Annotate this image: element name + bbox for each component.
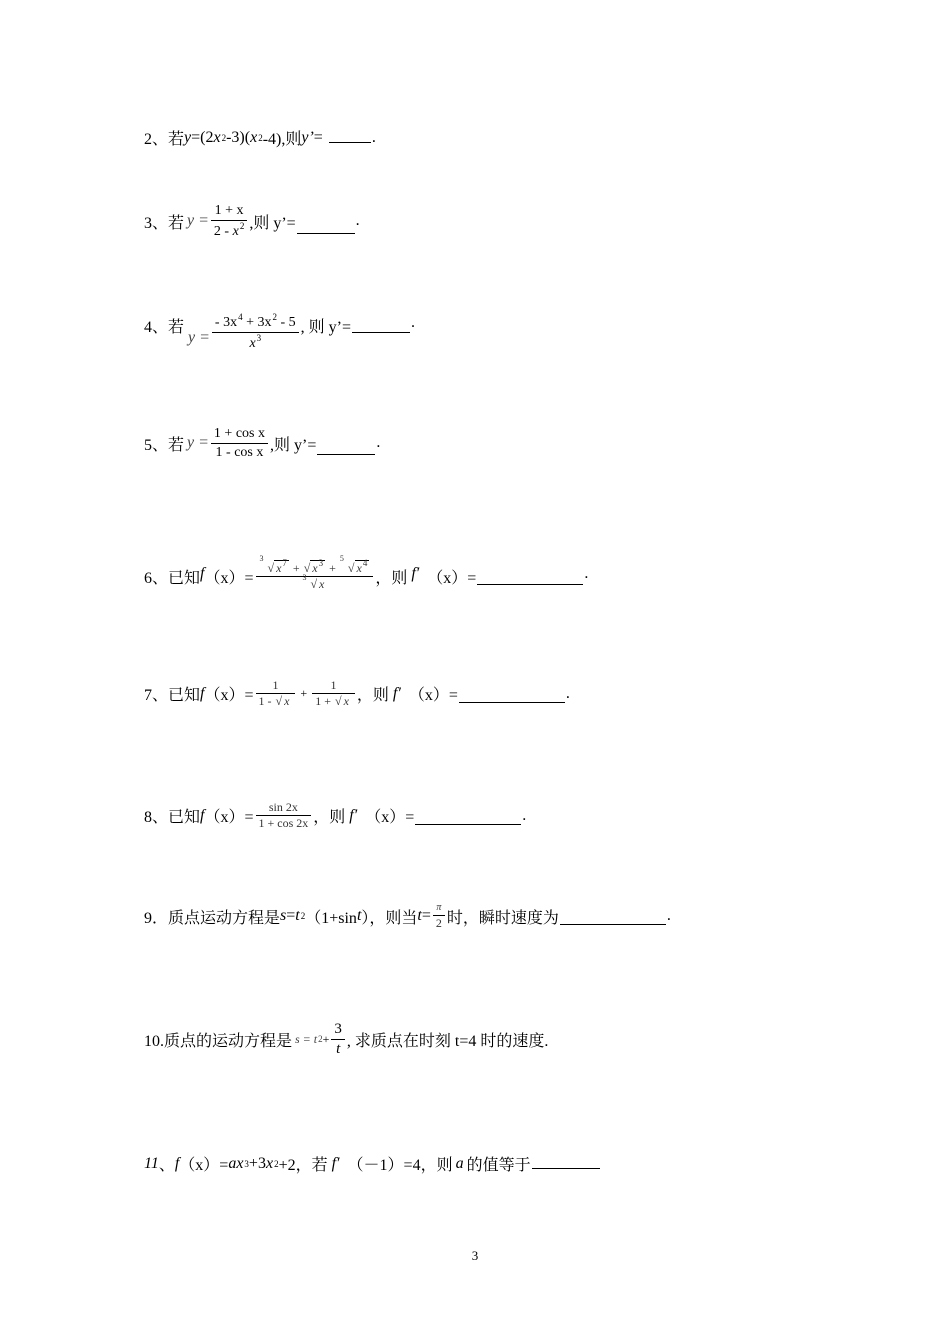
q5-lhs: y = [187, 434, 209, 451]
question-4 [144, 312, 415, 352]
q9-den: 2 [435, 915, 442, 930]
q3-lhs: y = [187, 212, 209, 229]
answer-blank[interactable] [560, 923, 666, 925]
q6-label: 6、已知 [144, 570, 201, 587]
q10-plus: + [322, 1031, 330, 1046]
q8-tail: ，则 [313, 809, 346, 826]
q4-tail: , 则 y’= [300, 319, 352, 336]
q7-fprime: f′ [392, 684, 401, 702]
q6-denominator [298, 573, 330, 592]
q8-denominator: 1 + cos 2x [258, 816, 309, 830]
q7-d1x: x [284, 694, 290, 708]
q7-d2 [312, 694, 355, 709]
q9-text-c: ），则当 [361, 909, 418, 927]
q10-num: 3 [334, 1021, 342, 1037]
q9-t3: t [417, 907, 422, 925]
q2-x1: x [213, 128, 221, 146]
q2-c: -4),则 [262, 131, 302, 148]
q4-lhs: y = [188, 329, 210, 346]
square-root: √ x [275, 694, 290, 708]
q3-den-exp: 2 [239, 220, 245, 231]
q11-fprime: f′ [331, 1154, 340, 1172]
q7-fx: （x）= [204, 687, 254, 704]
q3-den-x: x [232, 223, 239, 239]
q9-s: s [280, 907, 287, 925]
question-9 [144, 902, 671, 931]
q7-f: f [200, 684, 205, 702]
cube-root: 3 √ x [302, 573, 325, 591]
q11-e1: 3 [244, 1158, 249, 1169]
q5-fraction [211, 425, 268, 461]
q6-tail2: （x）= [427, 570, 477, 587]
q2-y: y [184, 128, 192, 146]
square-root: √ $x^3$ [303, 558, 324, 575]
q4-n-e1: 4 [238, 312, 243, 322]
q11-f: f [174, 1154, 180, 1172]
q4-den-x: x [249, 335, 256, 351]
q2-exp2: 2 [258, 132, 263, 143]
q6-plus1: + [292, 561, 300, 575]
q6-r1-body: x [276, 561, 282, 575]
q7-n2: 1 [330, 678, 337, 692]
question-6 [144, 554, 589, 592]
q7-plus: + [300, 686, 308, 700]
q6-r1-exp: 7 [282, 558, 287, 568]
q8-end: . [522, 806, 527, 824]
question-3 [144, 202, 360, 240]
q2-label: 2、若 [144, 131, 185, 148]
q6-fx: （x）= [204, 570, 254, 587]
q6-end: . [584, 565, 589, 582]
q5-label: 5、若 [144, 436, 185, 454]
q7-d2x: x [343, 694, 349, 708]
q6-f: f [200, 565, 205, 582]
q11-text-d: （－1）=4，则 [347, 1157, 453, 1174]
q10-text-a: 10.质点的运动方程是 [144, 1032, 293, 1050]
q7-fraction-2 [312, 678, 355, 709]
q4-denominator [246, 333, 264, 353]
q9-eq2: = [421, 907, 431, 925]
q5-numerator: 1 + cos x [213, 426, 265, 441]
question-7 [144, 678, 570, 709]
answer-blank[interactable] [352, 331, 410, 333]
question-10 [144, 1020, 548, 1059]
q6-r1-idx: 3 [259, 554, 264, 563]
q2-yp: y’ [301, 128, 314, 146]
q6-numerator [256, 554, 374, 576]
q7-d2a: 1 + [315, 694, 334, 708]
q10-text-b: , 求质点在时刻 t=4 时的速度. [346, 1032, 549, 1050]
question-11 [144, 1152, 601, 1175]
q8-f: f [200, 806, 205, 824]
q7-d1 [256, 694, 296, 709]
q8-fprime: f′ [349, 806, 358, 824]
answer-blank[interactable] [317, 453, 375, 455]
q9-text-d: 时，瞬时速度为 [446, 909, 559, 927]
q6-r3-body: x [356, 561, 362, 575]
q8-fraction [256, 800, 312, 831]
q9-eq: = [286, 907, 296, 925]
q10-exp: 2 [318, 1034, 323, 1045]
q9-t2: t [356, 907, 362, 925]
q7-label: 7、已知 [144, 687, 201, 704]
q11-text-c: +2，若 [278, 1157, 328, 1174]
q4-n-b: + 3x [242, 315, 272, 330]
q7-fraction-1 [256, 678, 296, 709]
q11-text-e: 的值等于 [466, 1157, 531, 1174]
page-number: 3 [471, 1248, 479, 1263]
q9-text-b: （1+sin [305, 909, 357, 927]
q4-n-c: - 5 [277, 315, 296, 330]
q7-end: . [565, 684, 570, 702]
q11-num: 11 [144, 1154, 159, 1172]
q4-label: 4、若 [144, 319, 185, 336]
q11-text-b: +3 [248, 1154, 266, 1172]
q11-text-a: （x）= [179, 1157, 229, 1174]
q4-numerator [212, 312, 299, 332]
fifth-root: 5 √ $x^4$ [339, 554, 368, 575]
q11-a: ax [228, 1154, 244, 1172]
q6-d-idx: 3 [302, 573, 307, 582]
q8-fx: （x）= [204, 809, 254, 826]
q3-den-a: 2 - [213, 223, 233, 239]
q4-n-e2: 2 [272, 312, 277, 322]
q3-tail: ,则 y’= [249, 214, 296, 232]
q2-a: =(2 [191, 128, 214, 146]
cube-root: 3 √ $x^7$ [259, 554, 287, 575]
q8-numerator: sin 2x [268, 800, 298, 814]
q8-tail2: （x）= [365, 809, 415, 826]
q11-x: x [265, 1154, 274, 1172]
q9-t: t [295, 907, 300, 925]
q7-d1a: 1 - [258, 694, 275, 708]
answer-blank[interactable] [459, 701, 565, 703]
q2-eq: = [313, 128, 323, 146]
q7-n1: 1 [272, 678, 279, 692]
q4-fraction [212, 312, 299, 352]
q10-fraction [331, 1020, 345, 1059]
q2-b: -3)( [226, 128, 251, 146]
q7-tail2: （x）= [408, 687, 458, 704]
question-2 [144, 126, 376, 149]
square-root: √ x [334, 694, 349, 708]
q9-text-a: 9．质点运动方程是 [144, 909, 281, 927]
q11-sep: 、 [158, 1157, 175, 1174]
q2-exp1: 2 [221, 132, 227, 143]
q6-r2-body: x [312, 561, 318, 575]
q8-label: 8、已知 [144, 809, 201, 826]
q11-e2: 2 [274, 1158, 279, 1169]
q10-lhs: s = t [295, 1031, 318, 1046]
q9-end: . [666, 907, 671, 925]
question-8 [144, 800, 526, 831]
q6-r2-exp: 3 [318, 558, 324, 568]
q6-fprime: f′ [411, 565, 420, 582]
q2-x2: x [250, 128, 258, 146]
answer-blank[interactable] [329, 141, 371, 143]
answer-blank[interactable] [297, 232, 355, 234]
q4-den-exp: 3 [256, 332, 262, 343]
q3-numerator: 1 + x [214, 203, 244, 218]
q6-r3-exp: 4 [362, 558, 368, 568]
q9-num: π [436, 902, 442, 913]
q3-label: 3、若 [144, 214, 185, 232]
q3-fraction [211, 202, 247, 240]
q9-exp: 2 [300, 911, 306, 922]
q5-denominator: 1 - cos x [215, 444, 264, 460]
question-5 [144, 425, 380, 461]
answer-blank[interactable] [477, 583, 583, 585]
q4-n-a: - 3x [214, 315, 238, 330]
q6-tail: ，则 [375, 570, 408, 587]
q2-end: . [371, 128, 376, 146]
q5-end: . [376, 434, 381, 451]
q3-denominator [211, 221, 247, 241]
q6-plus2: + [329, 561, 336, 575]
answer-blank[interactable] [532, 1167, 600, 1169]
q9-fraction [433, 902, 445, 931]
q6-r3-idx: 5 [339, 554, 344, 563]
answer-blank[interactable] [415, 823, 521, 825]
q11-a2: a [455, 1154, 464, 1172]
q10-den: t [336, 1040, 341, 1057]
q4-end: . [411, 314, 416, 331]
q6-d-body: x [319, 577, 325, 591]
q3-end: . [355, 212, 360, 229]
q5-tail: ,则 y’= [269, 436, 317, 454]
q6-fraction [256, 554, 374, 592]
q7-tail: ，则 [356, 687, 389, 704]
